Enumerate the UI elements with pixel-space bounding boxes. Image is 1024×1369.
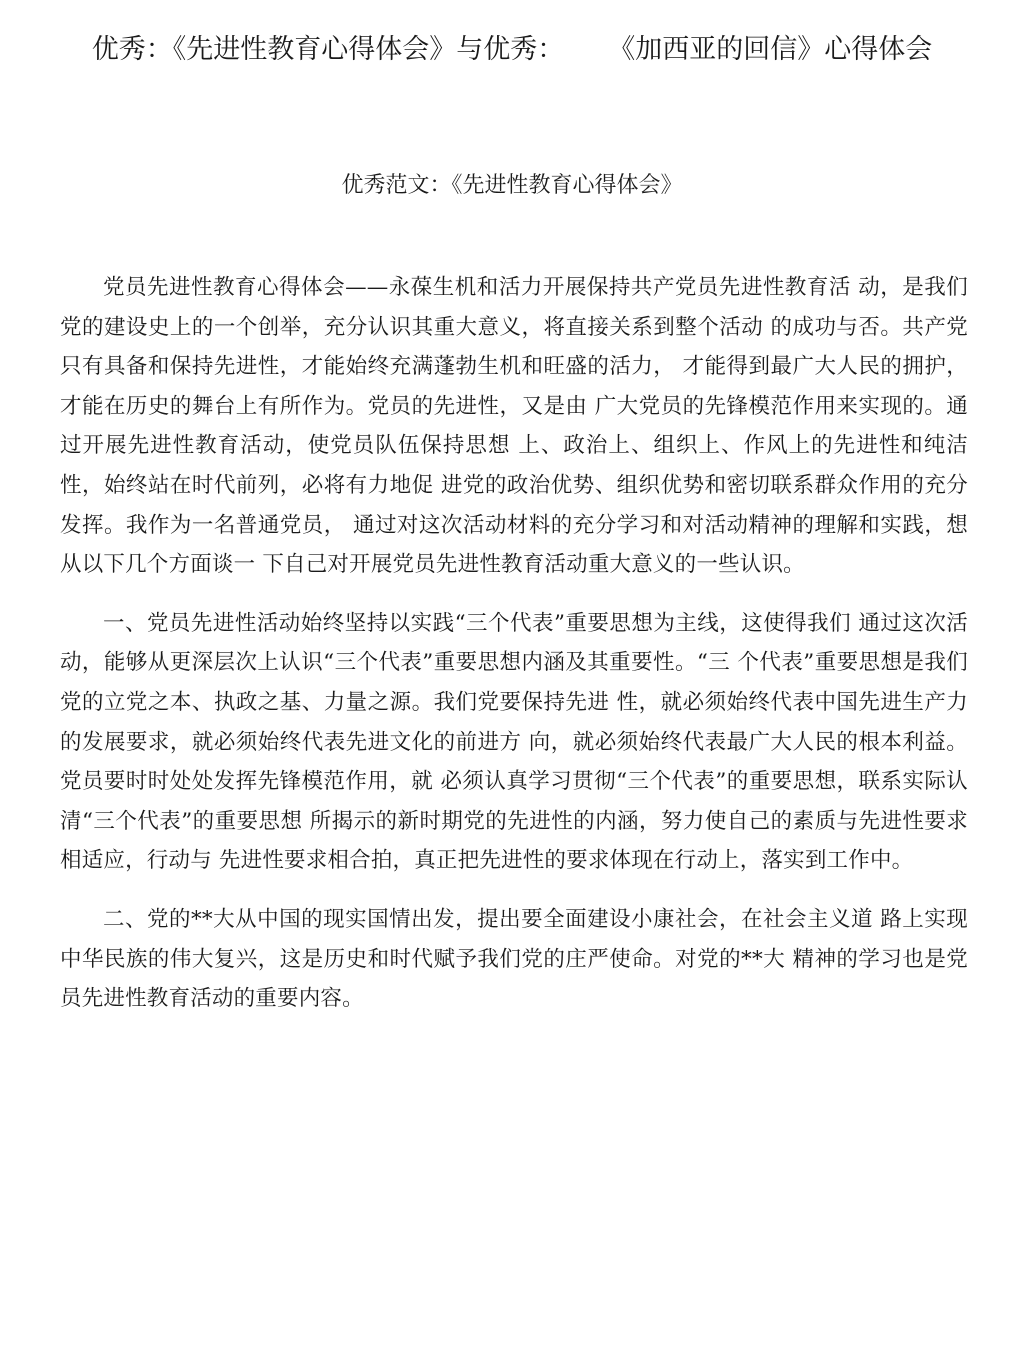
paragraph-2: 一、党员先进性活动始终坚持以实践“三个代表”重要思想为主线，这使得我们 通过这次活动，能够从更深层次上认识“三个代表”重要思想内涵及其重要性。“三 个代表”重要思想是我们党的立党之本、执政之基、力量之源。我们党要保持先进 性，就必须始终代表中国先进生产力的发展要求，就必须始终代表先进文化的前进方 向，就必须始终代表最广大人民的根本利益。党员要时时处处发挥先锋模范作用，就 必须认真学习贯彻“三个代表”的重要思想，联系实际认清“三个代表”的重要思想 所揭示的新时期党的先进性的内涵，努力使自己的素质与先进性要求相适应，行动与 先进性要求相合拍，真正把先进性的要求体现在行动上，落实到工作中。 [60, 610, 968, 874]
document-title-part-1: 优秀：《先进性教育心得体会》与优秀： [91, 34, 565, 65]
paragraph-3: 二、党的**大从中国的现实国情出发，提出要全面建设小康社会，在社会主义道 路上实现中华民族的伟大复兴，这是历史和时代赋予我们党的庄严使命。对党的**大 精神的学习也是党员先进性教育活动的重要内容。 [60, 906, 968, 1012]
document-title-part-2: 《加西亚的回信》心得体会 [608, 34, 933, 65]
document-title [0, 30, 1024, 70]
body-text [60, 268, 968, 1038]
paragraph-1: 党员先进性教育心得体会——永葆生机和活力开展保持共产党员先进性教育活 动，是我们党的建设史上的一个创举，充分认识其重大意义，将直接关系到整个活动 的成功与否。共产党只有具备和保持先进性，才能始终充满蓬勃生机和旺盛的活力， 才能得到最广大人民的拥护，才能在历史的舞台上有所作为。党员的先进性，又是由 广大党员的先锋模范作用来实现的。通过开展先进性教育活动，使党员队伍保持思想 上、政治上、组织上、作风上的先进性和纯洁性，始终站在时代前列，必将有力地促 进党的政治优势、组织优势和密切联系群众作用的充分发挥。我作为一名普通党员， 通过对这次活动材料的充分学习和对活动精神的理解和实践，想从以下几个方面谈一 下自己对开展党员先进性教育活动重大意义的一些认识。 [60, 275, 968, 578]
section-heading: 优秀范文：《先进性教育心得体会》 [341, 173, 683, 198]
